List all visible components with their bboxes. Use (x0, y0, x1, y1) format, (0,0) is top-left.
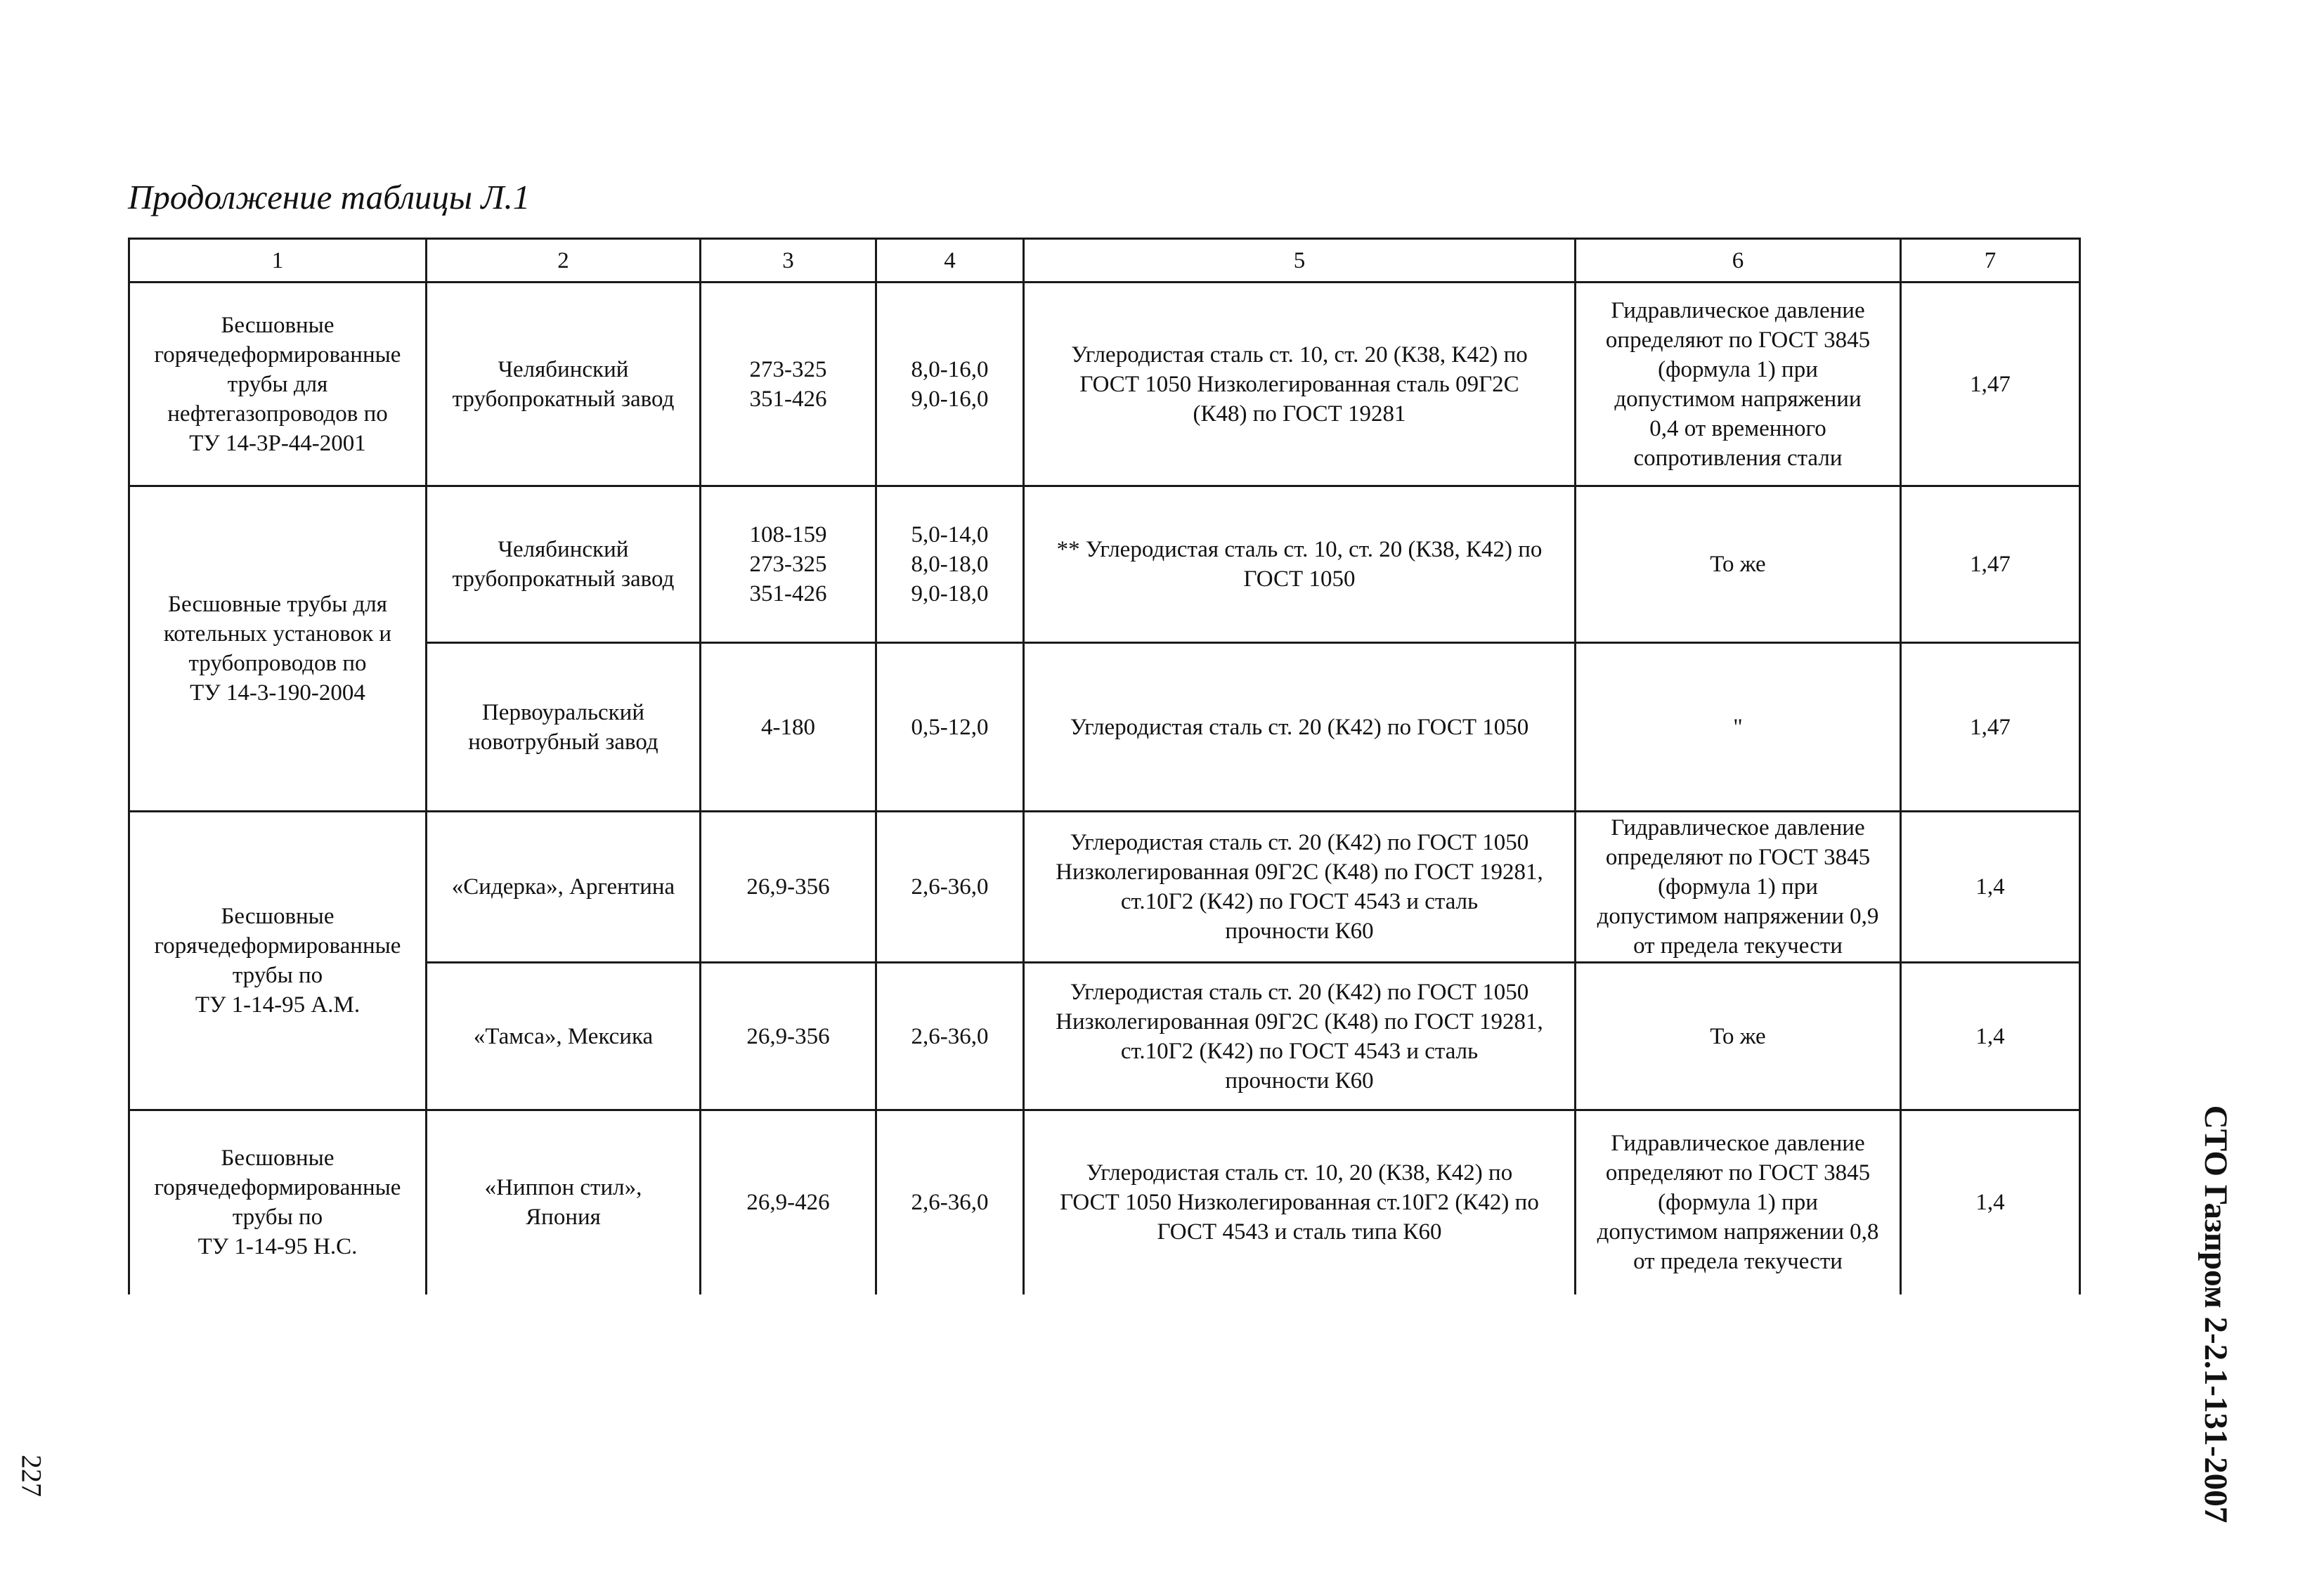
wall-thickness-cell: 0,5-12,0 (876, 643, 1024, 812)
diameter-cell: 26,9-356 (701, 963, 876, 1110)
table-row (129, 486, 2080, 643)
steel-grade-cell: Углеродистая сталь ст. 20 (К42) по ГОСТ 1050 (1024, 643, 1576, 812)
wall-thickness-cell: 2,6-36,0 (876, 963, 1024, 1110)
header-cell: 7 (1901, 239, 2080, 283)
product-cell: Бесшовные горячедеформированные трубы по ТУ 1-14-95 А.М. (129, 812, 427, 1110)
product-cell: Бесшовные горячедеформированные трубы для нефтегазопроводов по ТУ 14-3Р-44-2001 (129, 283, 427, 486)
test-pressure-cell: Гидравлическое давление определяют по ГОСТ 3845 (формула 1) при допустимом напряжении 0,8 от предела текучести (1576, 1110, 1901, 1294)
header-cell: 1 (129, 239, 427, 283)
coefficient-cell: 1,47 (1901, 486, 2080, 643)
header-cell: 3 (701, 239, 876, 283)
wall-thickness-cell: 8,0-16,0 9,0-16,0 (876, 283, 1024, 486)
coefficient-cell: 1,47 (1901, 643, 2080, 812)
test-pressure-cell: " (1576, 643, 1901, 812)
manufacturer-cell: «Тамса», Мексика (427, 963, 701, 1110)
diameter-cell: 4-180 (701, 643, 876, 812)
header-row (129, 239, 2080, 283)
header-cell: 5 (1024, 239, 1576, 283)
wall-thickness-cell: 2,6-36,0 (876, 812, 1024, 963)
test-pressure-cell: Гидравлическое давление определяют по ГОСТ 3845 (формула 1) при допустимом напряжении 0,4 от временного сопротивления стали (1576, 283, 1901, 486)
test-pressure-cell: То же (1576, 963, 1901, 1110)
product-cell: Бесшовные трубы для котельных установок и трубопроводов по ТУ 14-3-190-2004 (129, 486, 427, 812)
coefficient-cell: 1,4 (1901, 812, 2080, 963)
manufacturer-cell: Челябинский трубопрокатный завод (427, 486, 701, 643)
test-pressure-cell: Гидравлическое давление определяют по ГОСТ 3845 (формула 1) при допустимом напряжении 0,9 от предела текучести (1576, 812, 1901, 963)
steel-grade-cell: ** Углеродистая сталь ст. 10, ст. 20 (К38, К42) по ГОСТ 1050 (1024, 486, 1576, 643)
diameter-cell: 26,9-426 (701, 1110, 876, 1294)
manufacturer-cell: «Ниппон стил», Япония (427, 1110, 701, 1294)
diameter-cell: 26,9-356 (701, 812, 876, 963)
table-row (129, 812, 2080, 963)
pipe-spec-table (128, 238, 2081, 1294)
document-code (2196, 1105, 2235, 1524)
steel-grade-cell: Углеродистая сталь ст. 20 (К42) по ГОСТ 1050 Низколегированная 09Г2С (К48) по ГОСТ 19281, ст.10Г2 (К42) по ГОСТ 4543 и сталь прочности К60 (1024, 812, 1576, 963)
header-cell: 4 (876, 239, 1024, 283)
page-number-text: 227 (15, 1455, 48, 1497)
wall-thickness-cell: 2,6-36,0 (876, 1110, 1024, 1294)
page-number (14, 1448, 49, 1504)
coefficient-cell: 1,4 (1901, 963, 2080, 1110)
manufacturer-cell: «Сидерка», Аргентина (427, 812, 701, 963)
table-row (129, 1110, 2080, 1294)
steel-grade-cell: Углеродистая сталь ст. 20 (К42) по ГОСТ 1050 Низколегированная 09Г2С (К48) по ГОСТ 19281, ст.10Г2 (К42) по ГОСТ 4543 и сталь прочности К60 (1024, 963, 1576, 1110)
table-row (129, 283, 2080, 486)
steel-grade-cell: Углеродистая сталь ст. 10, ст. 20 (К38, К42) по ГОСТ 1050 Низколегированная сталь 09Г2С (К48) по ГОСТ 19281 (1024, 283, 1576, 486)
coefficient-cell: 1,47 (1901, 283, 2080, 486)
steel-grade-cell: Углеродистая сталь ст. 10, 20 (К38, К42) по ГОСТ 1050 Низколегированная ст.10Г2 (К42) по ГОСТ 4543 и сталь типа К60 (1024, 1110, 1576, 1294)
coefficient-cell: 1,4 (1901, 1110, 2080, 1294)
test-pressure-cell: То же (1576, 486, 1901, 643)
diameter-cell: 108-159 273-325 351-426 (701, 486, 876, 643)
diameter-cell: 273-325 351-426 (701, 283, 876, 486)
document-code-text: СТО Газпром 2-2.1-131-2007 (2198, 1105, 2234, 1524)
wall-thickness-cell: 5,0-14,0 8,0-18,0 9,0-18,0 (876, 486, 1024, 643)
header-cell: 6 (1576, 239, 1901, 283)
manufacturer-cell: Челябинский трубопрокатный завод (427, 283, 701, 486)
manufacturer-cell: Первоуральский новотрубный завод (427, 643, 701, 812)
table-caption: Продолжение таблицы Л.1 (128, 178, 531, 216)
product-cell: Бесшовные горячедеформированные трубы по ТУ 1-14-95 Н.С. (129, 1110, 427, 1294)
header-cell: 2 (427, 239, 701, 283)
